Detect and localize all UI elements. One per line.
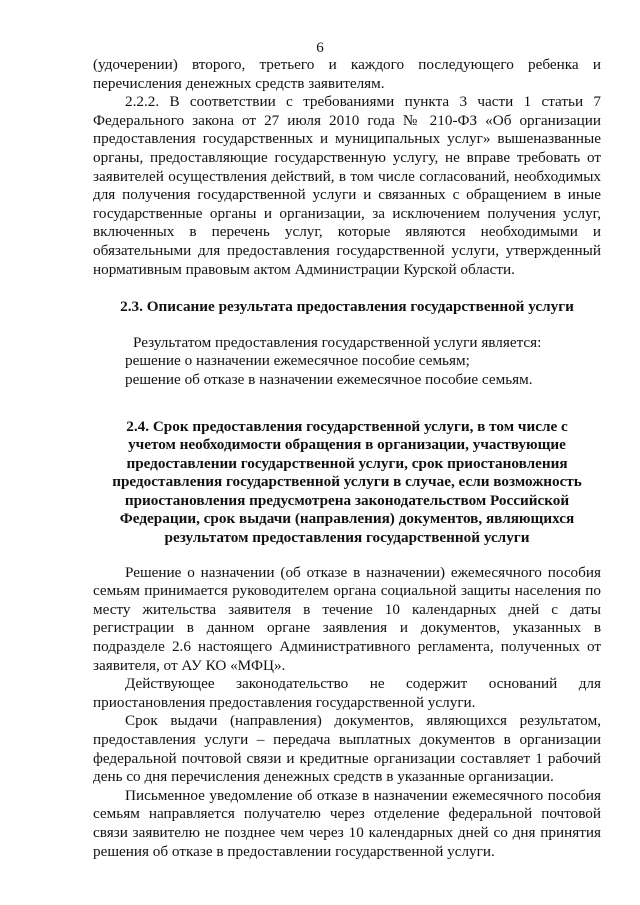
section-heading-2-4: 2.4. Срок предоставления государственной услуги, в том числе с учетом необходимости обращения в организации, участвующие предоставлении государственной услуги, срок приостановления предоставления государственной услуги в случае, если возможность приостановления предусмотрена законодательством Российской Федерации, срок выдачи (направления) документов, являющихся результатом предоставления государственной услуги xyxy=(112,417,582,547)
result-item-refusal: решение об отказе в назначении ежемесячное пособие семьям. xyxy=(125,370,533,388)
paragraph-refusal-notice: Письменное уведомление об отказе в назначении ежемесячного пособия семьям направляется получателю через отделение федеральной почтовой связи заявителю не позднее чем через 10 календарных дней со дня принятия решения об отказе в предоставлении государственной услуги. xyxy=(93,786,601,860)
page-number: 6 xyxy=(316,40,324,56)
paragraph-continuation: (удочерении) второго, третьего и каждого последующего ребенка и перечисления денежных средств заявителям. xyxy=(93,56,601,92)
result-list xyxy=(93,334,601,390)
result-intro: Результатом предоставления государственной услуги является: xyxy=(133,333,542,351)
paragraph-no-suspension: Действующее законодательство не содержит оснований для приостановления предоставления государственной услуги. xyxy=(93,675,601,711)
result-item-grant: решение о назначении ежемесячное пособие семьям; xyxy=(125,352,470,370)
section-heading-2-3: 2.3. Описание результата предоставления государственной услуги xyxy=(120,298,574,316)
paragraph-2-2-2: 2.2.2. В соответствии с требованиями пункта 3 части 1 статьи 7 Федерального закона от 27 июля 2010 года № 210-ФЗ «Об организации предоставления государственных и муниципальных услуг» вышеназванные органы, предоставляющие государственную услугу, не вправе требовать от заявителей осуществления действий, в том числе согласований, необходимых для получения государственной услуги и связанных с обращением в иные государственные органы и организации, за исключением получения услуг, включенных в перечень услуг, которые являются необходимыми и обязательными для предоставления государственной услуги, утвержденный нормативным правовым актом Администрации Курской области. xyxy=(93,93,601,278)
document-body xyxy=(93,56,601,861)
paragraph-issue-term: Срок выдачи (направления) документов, являющихся результатом, предоставления услуги – передача выплатных документов в организации федеральной почтовой связи и кредитные организации составляет 1 рабочий день со дня перечисления денежных средств в указанные организации. xyxy=(93,712,601,786)
paragraph-decision-term: Решение о назначении (об отказе в назначении) ежемесячного пособия семьям принимается руководителем органа социальной защиты населения по месту жительства заявителя в течение 10 календарных дней с даты регистрации в данном органе заявления и документов, указанных в подразделе 2.6 настоящего Административного регламента, полученных от заявителя, от АУ КО «МФЦ». xyxy=(93,563,601,674)
